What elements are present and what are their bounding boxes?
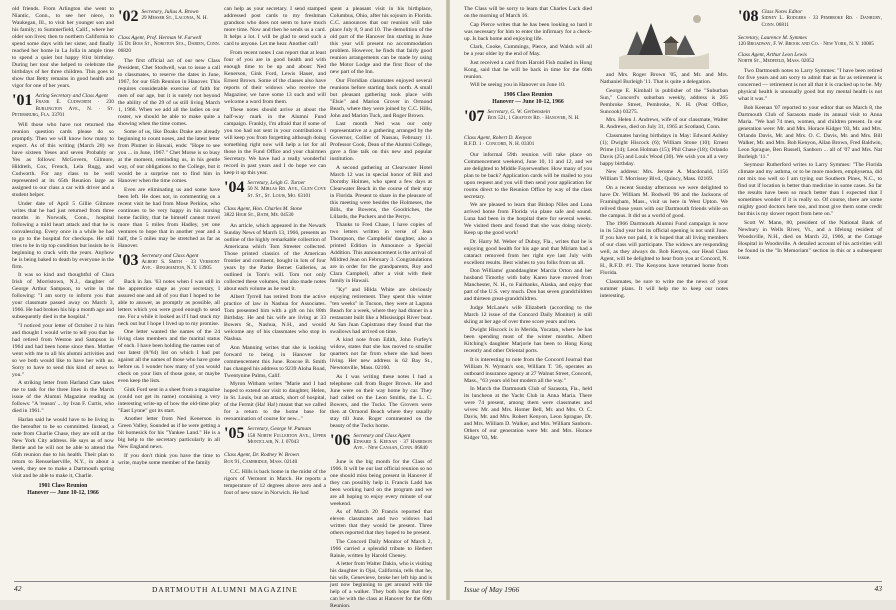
reunion-notice [12, 483, 114, 497]
header-address: Box 521, 1 Grafton Rd. · Hanover, N. H. [487, 115, 580, 122]
class-year: '04 [224, 179, 245, 196]
page-number-left: 42 [14, 584, 22, 593]
paragraph: Will be seeing you in Hanover on June 10. [470, 82, 566, 88]
header-address: 3822 High St., Bath, Me. 04530 [224, 212, 294, 219]
class-year: '05 [224, 425, 245, 443]
class-agent-1902 [118, 35, 220, 54]
page-number-right: 43 [874, 584, 882, 593]
reunion-title: 1906 Class Reunion [503, 92, 553, 98]
paragraph: Mrs. Helen J. Andrews, wife of our classmate, Walter R. Andrews, died on July 31, 1965 at Scotland, Conn. [600, 117, 728, 130]
paragraph: Some of us, like Doaks Drake are already beginning to count noses, and the latest letter from Plumer in Hawaii, ends: "Hope to see you ... in June, 1967." Chet Morse is so busy at the moment, reminding us, in his gentle way, of our obligations to the College, but it would be a surprise not to find him in Hanover when the time comes. [118, 129, 220, 185]
paragraph: Clark, Cooke, Cummings, Pierce, and Walsh will all be a year older by the end of May. [464, 44, 592, 57]
header-address: 120 Broadway, F. W. Brook and Co. · New York, N. Y. 10005 [738, 41, 874, 48]
paragraph: Cap Pierce writes that he has been looking so hard it was necessary for him to enter the infirmary for a check-up. Is back home and enjoying life. [464, 21, 592, 42]
header-title: Class Agent, Dr. Rodney W. Brown [224, 452, 299, 459]
paragraph: It was so kind and thoughtful of Clara Irish of Morristown, N.J., daughter of George Arthur Sampson, to write in the following: "I am sorry to inform you that your classmate passed away on March 3, 1966. He had broken his hip a month ago and subsequently died in the hospital." [12, 272, 114, 321]
paragraph: Dwight Hiscock is in Merida, Yucatan, where he has been spending most of the winter months. Albert Kitching's daughter Marjorie has been to Hong Kong recently and other Oriental ports. [464, 327, 592, 355]
issue-label: Issue of May 1966 [464, 585, 520, 594]
header-title: Acting Secretary and Class Agent [35, 93, 108, 99]
class-year: '02 [118, 8, 139, 25]
header-title: Secretary, Laurence M. Symmes [738, 35, 807, 41]
paragraph: The 1966 Dartmouth Alumni Fund campaign is now in its 52nd year but its official opening is not until June. If you have not paid, it is hoped that all living members of our class will participate. The widows are responding well, as they always do. Bob Kenyon, our Head Class Agent, will be delighted to hear from you at Concord, N. H., R.F.D. #1. The Kenyons have returned home from Florida. [600, 221, 728, 276]
class-header-1901 [12, 93, 114, 118]
header-address: Frank E. Cudworth · 230 Burlington Ave., N. · St. Petersburg, Fla. 33701 [12, 99, 114, 118]
paragraph: The Concord Daily Monitor of March 2, 1966 carried a splendid tribute to Herbert Rainie, written by Harold Cheney. [330, 538, 432, 559]
magazine-title: DARTMOUTH ALUMNI MAGAZINE [152, 585, 298, 594]
paragraph: Even are eliminating us and some have been left. He does not, in commenting on a recent visit he had from Mose Perkins, who continues to be very happy in his nursing home facility, that he himself cannot travel more than 5 miles from Hadley, yet one ventures to hope that in another year and a half, the 5 miles may be stretched as far as Hanover. [118, 186, 220, 249]
paragraph: A kind note from Edith, John Furfey's widow, states that she has moved to smaller quarters not far from where she had been living. Her new address is 62 Bay St., Newtonville, Mass. 02160. [330, 337, 432, 371]
header-title: Class Agent, Arthur Leon Lewis [738, 51, 807, 58]
header-title: Class Agent, Prof. Herman W. Farwell [118, 35, 202, 41]
paragraph: Thanks to Fred Chase, I have copies of two letters written in verse of Jean Thompson, the Campbells' daughter, also a printed Edition in Announce a Special Addition. This announcement is the arrival of Mildred Jean on February 3. Congratulations are in order for the grandparents, Roy and Clara Campbell, after a visit with their family in Hawaii. [330, 222, 432, 284]
left-column-3 [224, 6, 326, 578]
reunion-title: 1901 Class Reunion [38, 482, 88, 489]
paragraph: One letter wanted the names of the 24 living class members and the marital status of each. I have been holding the names out of our latest (8/'64) list on which I had put against all the names of those who have gone before us. I wonder how many of you would check on your lists of those gone, or maybe even keep the lists. [118, 329, 220, 385]
header-title: Secretary, G. W. Gerbenstein [487, 109, 550, 115]
header-address: 29 Messer St., Laconia, N. H. [141, 15, 208, 22]
class-header-1906 [330, 433, 432, 455]
paragraph: old friends. From Arlington she went to Niantic, Conn., to see her niece, to Waukegan, Ill., to visit her younger son and his family; to Summerfield, Calif., where her older son lives; then to northern California to spend some days with her sister, and finally reached her home in La Jolla in ample time to spend a quiet but happy 81st birthday. During her tour she helped to celebrate the birthdays of her three children. This goes to show that Betty remains in good health and vigor for one of her years. [12, 6, 114, 89]
header-address: Albert S. Smith · 33 Vermont Ave. · Binghamton, N. Y. 13905 [141, 259, 220, 272]
paragraph: On a recent Sunday afternoon we were delighted to have Dr. William M. Bodwell '06 and the Jacksons of Framingham, Mass., visit us here in West Upton. We relived those years with our Dartmouth friends while on the campus. It did us a world of good. [600, 184, 728, 219]
paragraph: Last month Ned was our only representative at a gathering arranged by the Governor, Collier of Nassau, February 11. Professor Cook, Dean of the Alumni College, gave a fine talk on this new and popular institution. [330, 121, 432, 162]
paragraph: Judge McLane's wife Elizabeth (according to the March 12 issue of the Concord Daily Monitor) is still skiing at her age of over three score years and ten. [464, 304, 592, 325]
right-page [450, 0, 896, 600]
header-title: Class Agent, Robert D. Kenyon [464, 135, 532, 141]
class-header-1904 [224, 180, 326, 202]
header-address: Box 91, Cambridge, Mass. 02140 [224, 458, 298, 465]
paragraph: Bob Keenan '07 reported to your editor that on March 8, the Dartmouth Club of Sarasota made its annual visit to Anna Maria. "We had 74 men, women, and children present. In our generation were: Mr. and Mrs. Horace Kidger '03, Mr. and Mrs. Orlando Davis, Mr. and Mrs. O. C. Davis, Mr. and Mrs. Bill Walker, Mr. and Mrs. Bob Kenyon, Allan Brown, Fred Baldwin, Leon Sprague, Ben Russell, Sanborn ... all of '07 and Mrs. Nat Burleigh '11." [738, 104, 882, 160]
reunion-notice [464, 92, 592, 106]
header-title: Secretary, Julius A. Brown [141, 9, 199, 15]
class-agent-1908 [738, 52, 882, 65]
class-agent-1904 [224, 206, 326, 219]
paragraph: Another letter from Ned Kenerson in Green Valley, Sounded as if he were getting a bit homesick for his "Yankee Land." He is a big help to the secretary particularly in all New England news. [118, 416, 220, 451]
paragraph: Harlan said he would have to be living in the hereafter to be so committed. Instead, a note from Charlie Chase, they are still at the New York City address. He says as of now Bettie and he will not be able to attend the 65th reunion due to his health. Their plan to return to Rensselaerville, N.Y., in about a week, they see to make a Dartmouth spring visit and be able to make it, Charlie. [12, 416, 114, 479]
paragraph: Don Williams' granddaughter Marcia Orton and her husband Timothy with baby Karen have moved from Manchester, N. H., to Fairbanks, Alaska, and enjoy that part of the U.S. very much. Don has seven grandchildren and thirteen great-grandchildren. [464, 268, 592, 303]
paragraph: Our Floridian classmates enjoyed several reunions before starting back north. A small but pleasant gathering took place with "Elsie" and Marion Grover in Ormond Beach, where they were joined by C.C. Hills, John and Marion Tuck, and Roger Brown. [330, 77, 432, 119]
paragraph: Classmates having birthdays in May: Edward Ashley (1); Dwight Hiscock (6); William Stone (10); Ernest Prime (14); Leon Holman (15); Phil Chase (18); Orlando Davis (25) and Louis Wood (30). We wish you all a very happy birthday. [600, 132, 728, 167]
paragraph: A letter from Walter Dakin, who is visiting his daughter in Ojai, California, tells that he, his wife, Genevieve, broke her left hip and is just now beginning to get around with the help of a walker. They both hope that they can be with the class at Hanover for the 60th Reunion. [330, 561, 432, 609]
right-column-3 [738, 6, 882, 578]
paragraph: Back in Jan. '63 notes when I was still in the apprentice stage as your secretary, I assured one and all of you that I hoped to be able to answer, as promptly as possible, all letters which you were good enough to send me. For a while it looked as if I had stuck my neck out but I hope I lived up to my promise. [118, 278, 220, 327]
header-address: Edward S. Keenan · 37 Harrison Ave. · New Canaan, Conn. 06840 [353, 438, 432, 452]
header-address: North St., Medfield, Mass. 02052 [738, 58, 815, 65]
header-address: 35 Du Bois St., Noroton Sta., Darien, Conn. 06820 [118, 41, 220, 54]
reunion-dates: Hanover — June 10-12, 1966 [27, 489, 99, 496]
header-title: Secretary, Leigh G. Turner [247, 180, 306, 186]
paragraph: A second gathering at Clearwater Hotel March 12 was in special honor of Bill and Dorothy Holmes, who spent a few days at Clearwater Beach in the course of their stay in Florida. Present to share in the pleasure of this meeting were besides the Holmeses, the Bills, the Bowens, the Goodriches, the Lillards, the Puckers and the Perrys. [330, 164, 432, 220]
class-agent-1907 [464, 135, 592, 148]
class-header-1908 [738, 9, 882, 31]
paragraph: In March the Dartmouth Club of Sarasota, Fla., held its luncheon at the Yacht Club in Anna Maria. There were 74 present, among them were classmates and wives: Mr. and Mrs. Homer Bell, Mr. and Mrs. O. C. Davis, Mr. and Mrs. Robert Kenyon, Leon Sprague, Dr. and Mrs. William D. Walker, and Mrs. William Sanborn. Others of our generation were Mr. and Mrs. Horace Kidger '03, Mr. [464, 386, 592, 442]
left-column-4 [330, 6, 432, 609]
paragraph: Two Dartmouth notes to Larry Symmes: "I have been retired for five years and am sorry to admit that as far as retirement is concerned — retirement is not all that it is cracked up to be. My physical health is unusually good but my mental health is not what it was." [738, 68, 882, 103]
class-header-1903 [118, 253, 220, 275]
header-address: 50 N. Mirlas Rd. Ave., Glen Cove St. St., St. Louis, Mo. 63101 [247, 186, 326, 199]
paragraph: The Class will be sorry to learn that Charles Luck died on the morning of March 16. [464, 6, 592, 19]
paragraph: "I noticed your letter of October 2 to him and thought I would write to tell you that he had retired from Weston and Sampson in 1964 and had been home since then. Mother went with me to all his alumni activities and so we both would like to have her with us. Sorry to have to send this kind of news to you." [12, 322, 114, 378]
header-title: Secretary, George W. Putnam [247, 426, 312, 433]
header-title: Class Agent, Hon. Charles M. Stone [224, 206, 303, 212]
paragraph: If you don't think you have the time to write, maybe some member of the family [118, 452, 220, 466]
left-page [0, 0, 446, 609]
paragraph: As I was writing these notes I had a telephone call from Roger Brown. He and June were on their way home by car. They had called on the Leon Smiths, the L. C. Bowers, and the Tucks. The Grovers were then at Ormond Beach where they usually stay till June. Roger commented on the beauty of the Tucks home. [330, 373, 432, 429]
paragraph: can help as your secretary. I send stamped addressed post cards to my freshman grandson who does not seem to have much more time. Now and then he sends us a card. It helps a lot. I will be glad to send such a card to anyone. Let me hear. Another call! [224, 6, 326, 47]
paragraph: New address: Mrs. Jerome A. Macdonald, 1156 William T. Morrissey Blvd., Quincy, Mass. 02169. [600, 169, 728, 182]
paragraph: Albert Tyrrell has retired from the active practice of law in Nashua for Associates. Tom presented him with a gift on his 80th Birthday. He and his wife are living at 33 Bowers St., Nashua, N.H., and would welcome any of his classmates who stop in Nashua. [224, 294, 326, 343]
paragraph: Under date of April 5 Gillie Gilmore writes that he had just returned from three months in Norwalk, Conn., hospital following a mild heart attack and that he is convalescing. Every once in a while he had to go to the hospital for checkups. He still tries to be in tip top condition but insists he is beginning to crack with the years. Anyhow he is being baked to death by everyone in the firm. [12, 200, 114, 270]
header-title: Secretary and Class Agent [353, 432, 411, 439]
paragraph: Just received a card from Harold Fish mailed in Hong Kong, said that he will be back in time for the 60th reunion. [464, 59, 592, 80]
left-column-1 [12, 6, 114, 578]
paragraph: It is interesting to note from the Concord Journal that William N. Wyman's son, William T. '36, operates an outboard insurance agency at 27 Walnut Street, Concord, Mass., "63 years old but modern all the way." [464, 356, 592, 384]
header-title: Class Notes Editor [761, 9, 803, 15]
paragraph: Seymour Rutherford writes to Larry Symmes: "The Florida climate and my asthma, or to be more modern, emphysema, did not mix too well so I am trying out Southern Pines, N.C., to find out if location is better than medicine in some cases. So far the results have been so much better than I expected that I sometimes wonder if it is really so. Of course, there are some mighty good doctors here too, and most give them some credit but this is my slower report from here on." [738, 162, 882, 218]
class-year: '06 [330, 431, 351, 449]
footer-rule [14, 581, 432, 582]
class-header-1902 [118, 9, 220, 31]
paragraph: June is the big month for the Class of 1906. It will be our last official reunion so no one should miss being present in Hanover if they can possibly help it. Francis Ladd has been working hard on the program and we are all hoping to enjoy every minute of our weekend. [330, 458, 432, 507]
paragraph: and Mrs. Roger Brown '05, and Mr. and Mrs. Nathaniel Burleigh '11. That is quite a delegation. [600, 72, 728, 85]
paragraph: Ann Manning writes that she is looking forward to being in Hanover for commencement this June. Roscoe B. Smith has changed his address to 9239 Aloha Road, Twentynine Palms, Calif. [224, 344, 326, 379]
header-address: 158 North Fullerton Ave., Upper Montclair, N. J. 07043 [247, 432, 326, 445]
class-year: '08 [738, 8, 759, 25]
class-agent-1905 [224, 452, 326, 465]
header-title: Secretary and Class Agent [141, 252, 199, 259]
paragraph: A striking letter from Harland Cate takes me to task for the three lines in the March issue of the Alumni Magazine reading as follows: "A 'reason' ... by Ivan F. Curtis, who died in 1961." [12, 380, 114, 415]
paragraph: Classmates, be sure to write me the news of your summer plans. It will help me to keep our notes interesting. [600, 278, 728, 299]
paragraph: From recent notes I can report that at least four of you are in good health and with enough time to be up and about: Ned Kenerson, Gink Ford, Lewis Hauer, and Ernest Brown. Some of the classes also have reports of their widows who receive the Magazine; we have some 13 such and will welcome a word from them. [224, 49, 326, 105]
paragraph: An article, which appeared in the Newark Sunday News of March 13, 1966, presents an outline of the highly remarkable collection of Americana which Tom Streeter collected. Those printed classics of the American frontier and continent, bought in lots of four years by the Parke Bernet Galleries, as outlined in Tom's will. Tom not only collected these volumes, but also made notes about each volume as he read it. [224, 222, 326, 292]
right-column-2-text [600, 72, 728, 578]
paragraph: These notes should arrive at about the half-way mark in the Alumni Fund campaign. Frankly, I'm afraid that if some of you too had not sent in your contributions I will keep you from forgetting although doing something right now will help a lot for all those in the Fund Office and your chairmen Secretary. We have had a really wonderful record in past years and I do hope we can keep it up this year. [224, 107, 326, 176]
paragraph: Our informal 59th reunion will take place on Commencement weekend, June 10, 11 and 12, and we are delighted to Middle Fayerweather. How many of you plan to be back? Application cards will be mailed to you upon request and you will then send your application for rooms direct to the Reunion Office by way of the class secretary. [464, 151, 592, 200]
header-address: Sidney L. Rodgers · 33 Pembroke Rd. · Danbury, Conn. 06811 [761, 15, 882, 28]
class-year: '03 [118, 251, 139, 269]
paragraph: We are pleased to learn that Bishop Niles and Luna arrived home from Florida via plane safe and sound. Luna had been in the hospital there for several weeks. We visited them and found that she was doing nicely. Keep up the good work! [464, 202, 592, 237]
left-column-2 [118, 6, 220, 578]
class-header-1905 [224, 426, 326, 448]
paragraph: Will those who have not returned the reunion question cards please do so promptly. Then we will know how many to expect. As of this writing (March 28) we have sixteen Yeses and seven Probably or Yes as follows: McGovern, Gilmore, Hildreth, Cox, French, Lela Rugg, and Cudworth. For any class to be well represented at its 65th Reunion large as assigned to our class a car with driver and a student helper. [12, 122, 114, 199]
class-year: '07 [464, 108, 485, 125]
paragraph: As of March 20 Francis reported that eleven classmates and two widows had written that they would be present. Three others reported that they hoped to be present. [330, 509, 432, 536]
paragraph: Scott W. Mann, 80, president of the National Bank of Newbury in Wells River, Vt., and a lifelong resident of Woodsville, N.H., died on March 22, 1966, at the Cottage Hospital in Woodsville. A detailed account of his activities will be found in the "In Memoriam" section in this or a subsequent issue. [738, 219, 882, 261]
class-header-1907 [464, 109, 592, 131]
paragraph: "Ky" and Hilda White are obviously enjoying retirement. They spent this winter "ten weeks" in Tucson, they were at Laguna Beach for a week, where they had dinner in a restaurant built like a Mississippi River boat. At San Juan Capistrano they found that the swallows had arrived on time. [330, 286, 432, 335]
paragraph: The first official act of our new Class President, Chet Stodwell, was to issue a call to classmates, to reserve the dates in June, 1967, for our 65th Reunion in Hanover. This requires considerable exercise of faith for men of our age, but it is surely not beyond the ability of the 29 of us still living March 1, 1966. When we add all the ladies on our roster, we should be able to make quite a showing when the time comes. [118, 57, 220, 127]
footer-rule [464, 581, 882, 582]
winter-scene-illustration [619, 9, 709, 69]
paragraph: Gink Ford sent in a sheet from a magazine (could not get its name) containing a very interesting write-up of how the old-time play "East Lynne" got its start. [118, 386, 220, 414]
paragraph: spent a pleasant visit in his birthplace, Columbus, Ohio, after his sojourn in Florida. C.C. announces that our reunion will take place July 8, 9 and 10. The demolition of the old part of the Hanover Inn starting in June this year will present no accommodation problem. However, he finds that fairly good reunion arrangements can be made by using the Motor Lodge and the first floor of the new part of the Inn. [330, 6, 432, 75]
right-column-1 [464, 6, 592, 578]
paragraph: George E. Kimball is publisher of the "Suburban Sun," Concord's suburban weekly, address is 265 Pembroke Street, Pembroke, N. H. (Post Office, Suncook) 03275. [600, 87, 728, 115]
reunion-dates: Hanover — June 10-12, 1966 [492, 99, 564, 105]
secretary-1908 [738, 35, 882, 48]
paragraph: Myron Witham writes "Marie and I had hoped to extend our visit to daughter, Helen, in St. Louis, but an attack, short of hospital, of the Fermit (Ha! Ha!) meant that we called for a return to the home base for reexamination of course for new..." [224, 381, 326, 423]
header-address: R.F.D. 1 · Concord, N. H. 03301 [464, 141, 535, 148]
paragraph: C.C. Hills is back home in the midst of the rigors of Vermont in March. He reports a temperature of 12 degrees above zero and a foot of new snow in Norwich. He had [224, 468, 326, 496]
class-year: '01 [12, 92, 33, 109]
paragraph: Dr. Harry M. Weber of Dubuy, Fla., writes that he is enjoying good health for his age and that Miriam had a cataract removed from her right eye last July with excellent results. Best wishes to you folks from us all. [464, 238, 592, 266]
